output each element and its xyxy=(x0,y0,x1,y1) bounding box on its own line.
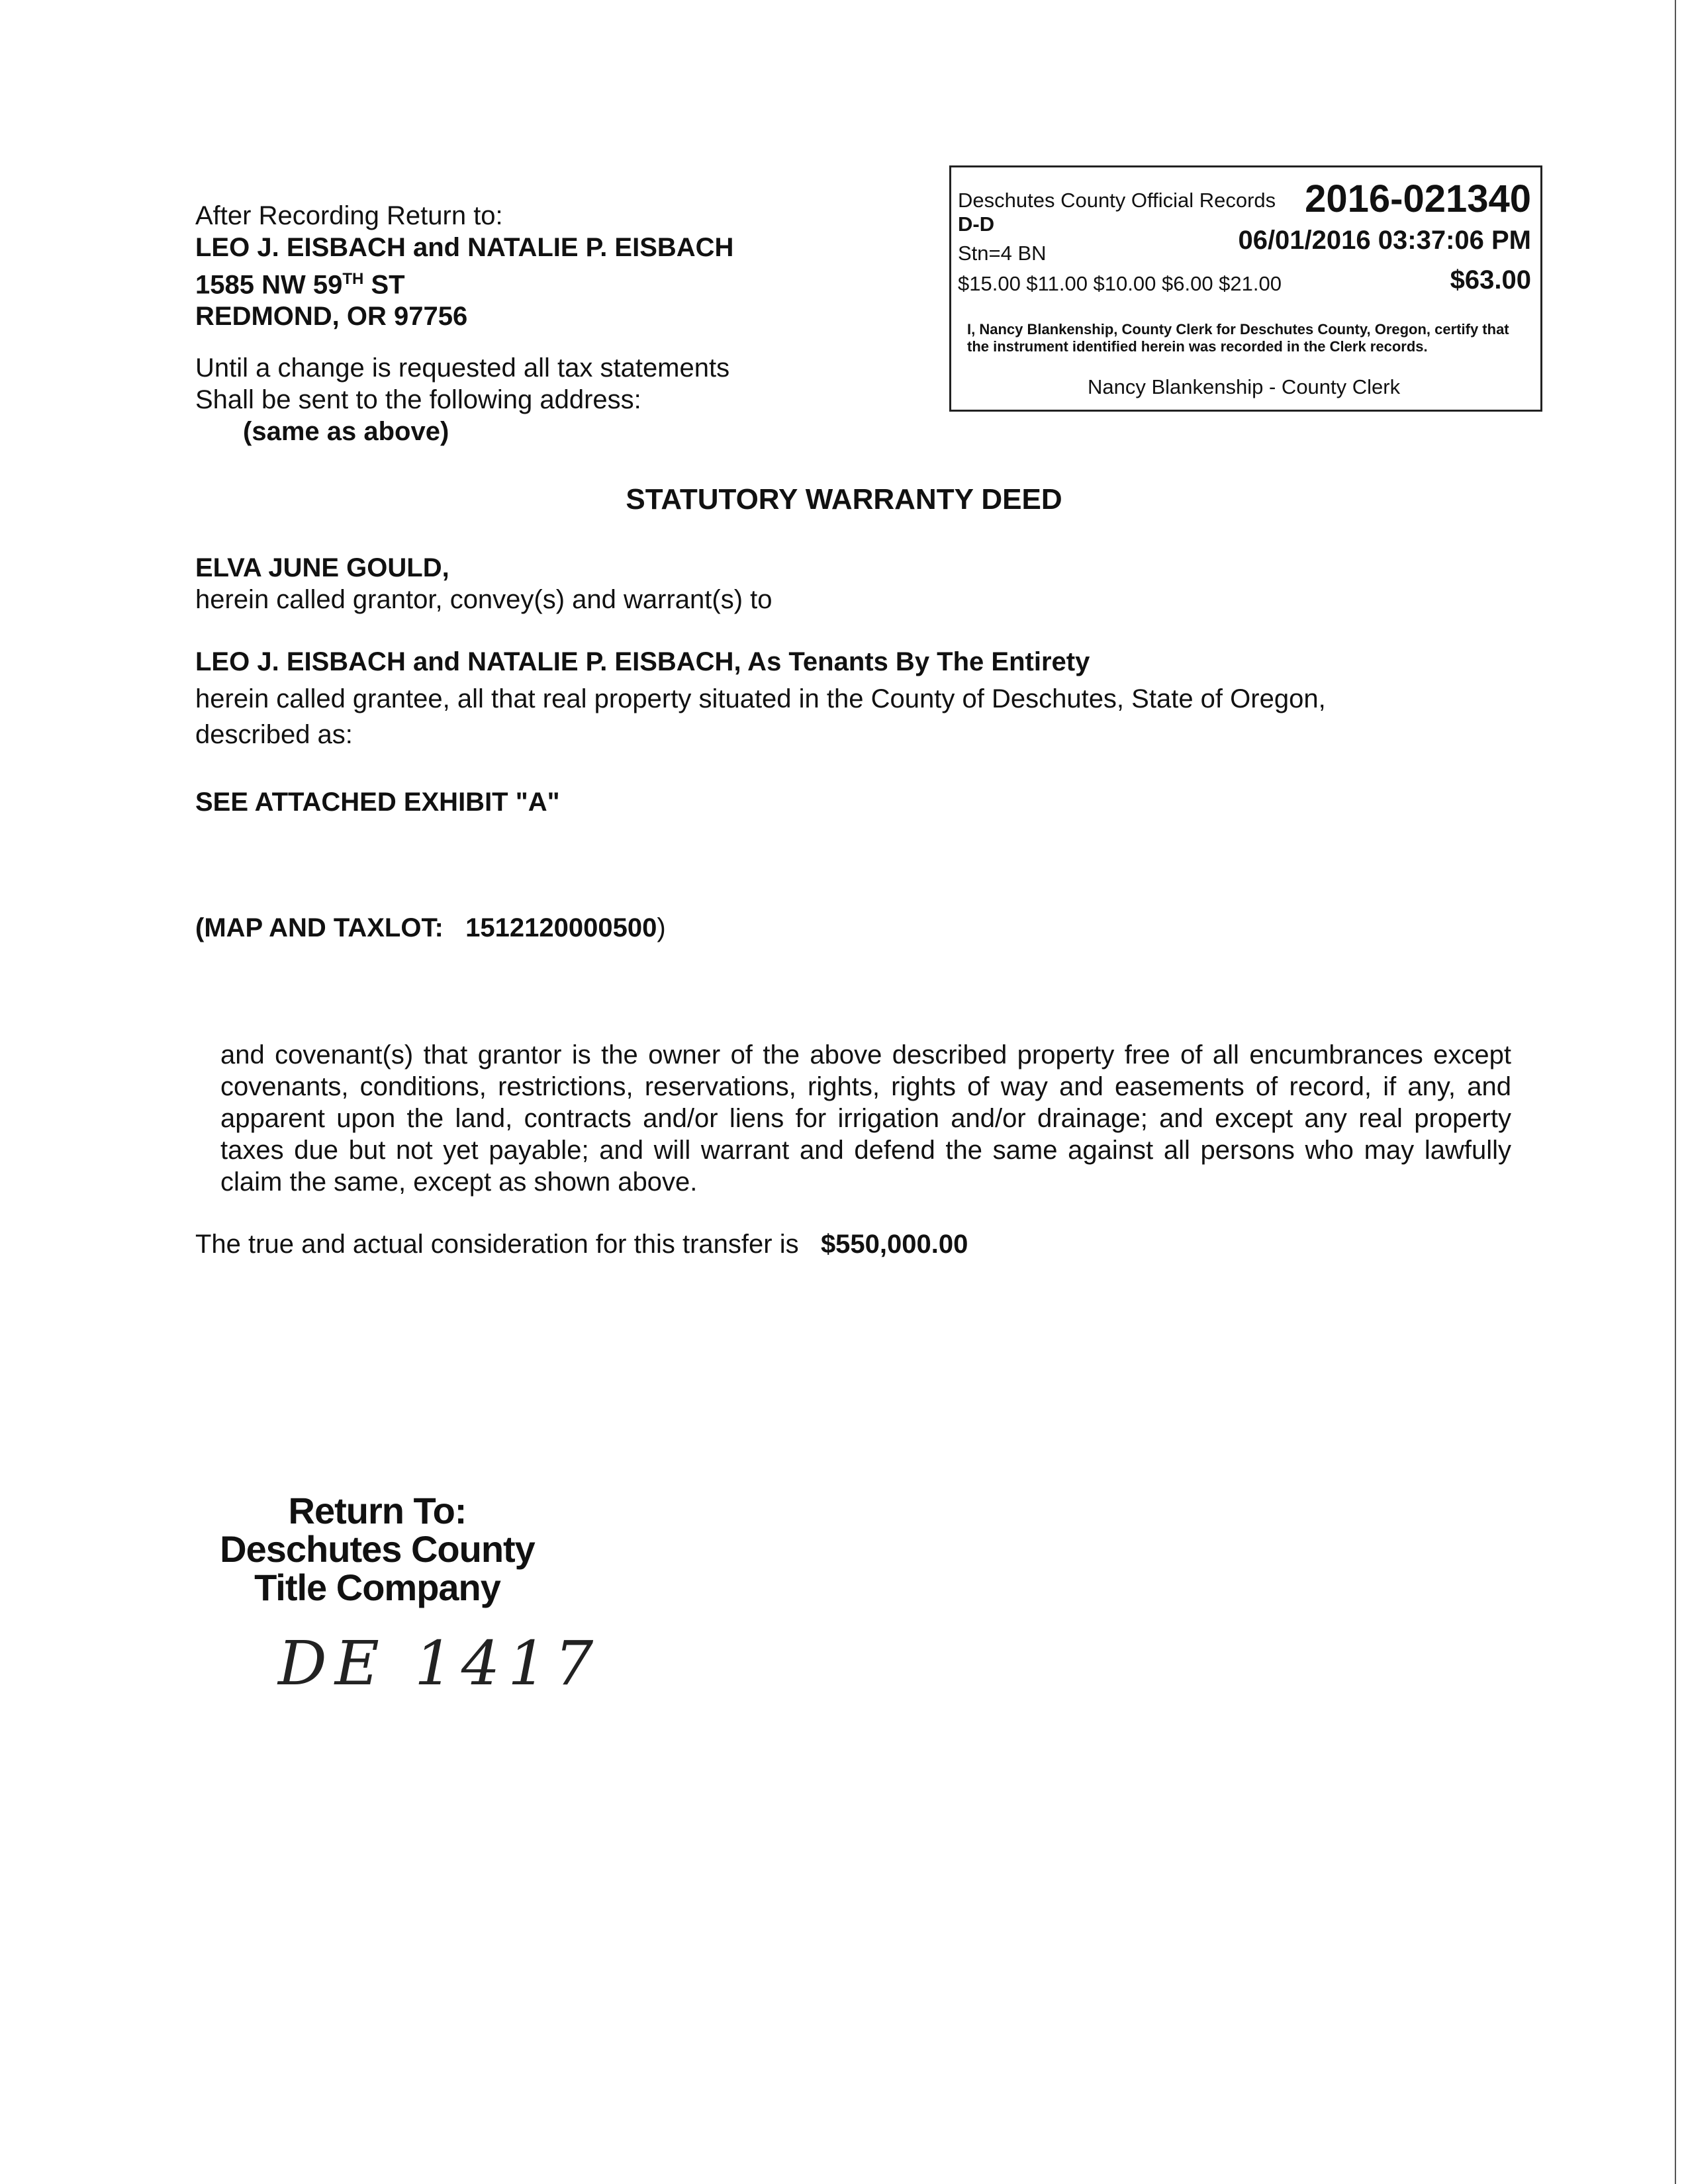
recording-total: $63.00 xyxy=(1450,265,1531,295)
handwritten-order-number: DE 1417 xyxy=(278,1628,602,1699)
recording-stamp-box xyxy=(949,165,1542,412)
return-address-block xyxy=(195,200,733,447)
map-taxlot: (MAP AND TAXLOT: 1512120000500) xyxy=(195,913,666,942)
grantee-text-line2: described as: xyxy=(195,720,353,749)
clerk-certification: I, Nancy Blankenship, County Clerk for Deschutes County, Oregon, certify that the instrument identified herein was recorded in the Clerk records. xyxy=(967,321,1509,355)
covenant-paragraph: and covenant(s) that grantor is the owner of the above described property free of all encumbrances except covenants, conditions, restrictions, reservations, rights, rights of way and easements of record, if any, and apparent upon the land, contracts and/or liens for irrigation and/or drainage; and except any real property taxes due but not yet payable; and will warrant and defend the same against all persons who may lawfully claim the same, except as shown above. xyxy=(220,1040,1511,1197)
station-code: Stn=4 BN xyxy=(958,242,1047,265)
map-taxlot-label: (MAP AND TAXLOT: xyxy=(195,913,444,942)
scan-edge-line xyxy=(1675,0,1676,2184)
return-to-stamp xyxy=(199,1492,556,1607)
tax-statement-line2: Shall be sent to the following address: xyxy=(195,385,641,415)
stamp-line2: Deschutes County xyxy=(220,1528,535,1570)
document-type: D-D xyxy=(958,212,995,236)
exhibit-reference: SEE ATTACHED EXHIBIT "A" xyxy=(195,788,560,817)
clerk-name: Nancy Blankenship - County Clerk xyxy=(1088,375,1401,398)
tax-statement-line1: Until a change is requested all tax statements xyxy=(195,353,730,383)
tax-statement-address: (same as above) xyxy=(243,417,449,447)
return-street: 1585 NW 59TH ST xyxy=(195,270,405,300)
grantor-text: herein called grantor, convey(s) and warrant(s) to xyxy=(195,585,773,614)
grantee-name: LEO J. EISBACH and NATALIE P. EISBACH, As Tenants By The Entirety xyxy=(195,647,1090,676)
records-office: Deschutes County Official Records xyxy=(958,189,1276,212)
consideration-text: The true and actual consideration for this transfer is xyxy=(195,1230,799,1259)
consideration-line xyxy=(195,1228,968,1260)
grantee-text-line1: herein called grantee, all that real property situated in the County of Deschutes, State of Oregon, xyxy=(195,684,1326,713)
map-taxlot-number: 1512120000500 xyxy=(465,913,657,942)
return-heading: After Recording Return to: xyxy=(195,201,503,230)
return-name: LEO J. EISBACH and NATALIE P. EISBACH xyxy=(195,233,734,262)
document-number: 2016-021340 xyxy=(1305,177,1531,220)
stamp-line1: Return To: xyxy=(288,1490,467,1531)
return-city: REDMOND, OR 97756 xyxy=(195,302,468,332)
stamp-line3: Title Company xyxy=(254,1567,500,1608)
recording-datetime: 06/01/2016 03:37:06 PM xyxy=(1238,226,1531,255)
deed-title: STATUTORY WARRANTY DEED xyxy=(626,483,1062,516)
consideration-amount: $550,000.00 xyxy=(820,1230,968,1259)
recording-fees: $15.00 $11.00 $10.00 $6.00 $21.00 xyxy=(958,272,1282,295)
grantor-name: ELVA JUNE GOULD, xyxy=(195,553,449,582)
